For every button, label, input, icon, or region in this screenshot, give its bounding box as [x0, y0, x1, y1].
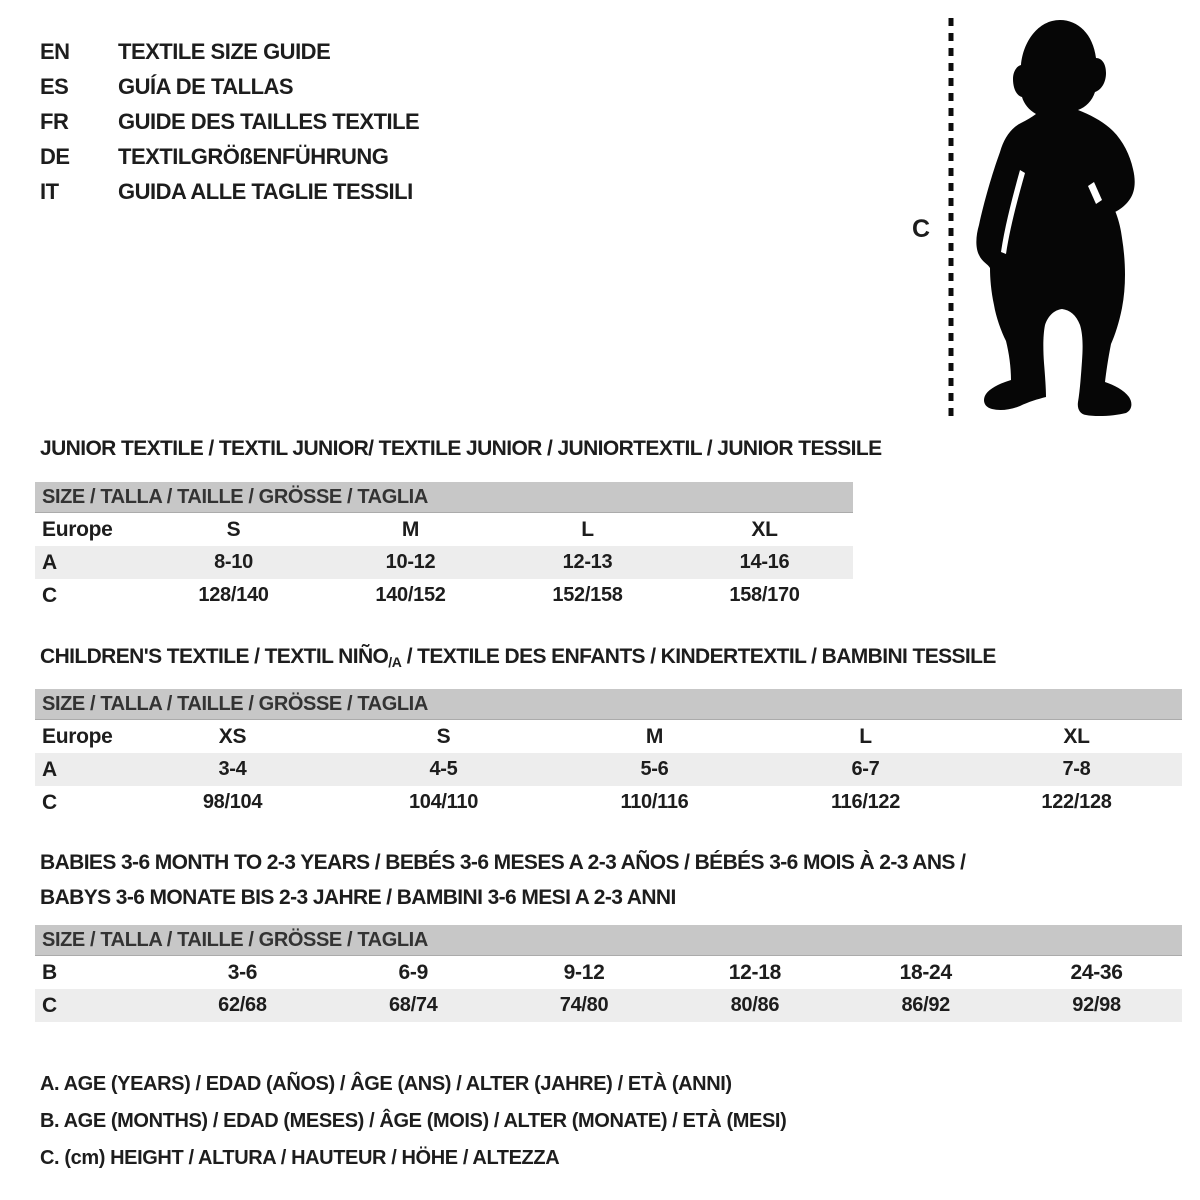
legend-line: C. (cm) HEIGHT / ALTURA / HAUTEUR / HÖHE / ALTEZZA [40, 1147, 560, 1169]
size-header-bar: SIZE / TALLA / TAILLE / GRÖSSE / TAGLIA [35, 689, 1182, 720]
table-cell: 4-5 [429, 758, 458, 780]
table-cell: 98/104 [202, 791, 263, 813]
babies-table-rows [35, 956, 1182, 1022]
table-cell: XS [218, 724, 247, 748]
children-table-rows [35, 720, 1182, 819]
table-cell: C [42, 993, 57, 1017]
size-header-bar: SIZE / TALLA / TAILLE / GRÖSSE / TAGLIA [35, 925, 1182, 956]
language-code: IT [40, 179, 59, 204]
height-dashed-line [946, 16, 956, 418]
section-title-babies-line2: BABYS 3-6 MONATE BIS 2-3 JAHRE / BAMBINI 3-6 MESI A 2-3 ANNI [40, 886, 676, 909]
language-row [40, 34, 419, 69]
table-cell: M [645, 724, 664, 748]
table-cell: B [42, 960, 57, 984]
legend-line: A. AGE (YEARS) / EDAD (AÑOS) / ÂGE (ANS) / ALTER (JAHRE) / ETÀ (ANNI) [40, 1073, 732, 1095]
table-cell: XL [1063, 724, 1090, 748]
table-cell: 158/170 [729, 584, 800, 606]
table-cell: A [42, 757, 57, 781]
table-row [35, 956, 1182, 989]
table-cell: 116/122 [830, 791, 901, 813]
language-row [40, 69, 419, 104]
table-cell: A [42, 550, 57, 574]
table-cell: C [42, 583, 57, 607]
table-cell: 86/92 [901, 994, 950, 1016]
language-guide-title: GUÍA DE TALLAS [118, 74, 294, 99]
table-cell: 7-8 [1062, 758, 1091, 780]
table-row [35, 546, 853, 579]
table-row [35, 989, 1182, 1022]
table-cell: 122/128 [1041, 791, 1112, 813]
table-cell: 62/68 [218, 994, 267, 1016]
language-code: DE [40, 144, 70, 169]
baby-silhouette-icon [970, 16, 1146, 420]
table-cell: 12-18 [728, 960, 781, 984]
language-guide-title: TEXTILGRÖßENFÜHRUNG [118, 144, 389, 169]
table-cell: 5-6 [640, 758, 669, 780]
language-guide-title: TEXTILE SIZE GUIDE [118, 39, 331, 64]
table-cell: L [859, 724, 872, 748]
language-title-list [40, 34, 419, 209]
table-cell: 18-24 [899, 960, 952, 984]
babies-size-table [35, 925, 1182, 1022]
section-title-junior [40, 437, 882, 461]
table-cell: 140/152 [375, 584, 446, 606]
table-cell: XL [751, 517, 778, 541]
table-cell: 9-12 [563, 960, 605, 984]
table-cell: 128/140 [198, 584, 269, 606]
table-row [35, 720, 1182, 753]
table-cell: M [401, 517, 420, 541]
table-cell: 92/98 [1072, 994, 1121, 1016]
table-cell: S [226, 517, 241, 541]
table-cell: 68/74 [388, 994, 438, 1016]
table-cell: 6-9 [398, 960, 428, 984]
table-cell: 24-36 [1070, 960, 1123, 984]
language-code: EN [40, 39, 70, 64]
table-row [35, 786, 1182, 819]
table-row [35, 753, 1182, 786]
table-cell: 6-7 [851, 758, 880, 780]
legend-line: B. AGE (MONTHS) / EDAD (MESES) / ÂGE (MOIS) / ALTER (MONATE) / ETÀ (MESI) [40, 1110, 787, 1132]
language-row [40, 104, 419, 139]
table-cell: 12-13 [562, 551, 613, 573]
table-cell: 8-10 [214, 551, 253, 573]
table-cell: 152/158 [552, 584, 623, 606]
table-cell: 3-6 [227, 960, 258, 984]
section-title-children-text: CHILDREN'S TEXTILE / TEXTIL NIÑO [40, 645, 389, 668]
table-cell: 10-12 [385, 551, 436, 573]
size-header-bar: SIZE / TALLA / TAILLE / GRÖSSE / TAGLIA [35, 482, 853, 513]
section-title-children-subscript: /A [388, 654, 402, 670]
junior-table-rows [35, 513, 853, 612]
height-measure-label: C [912, 215, 930, 243]
table-cell: 14-16 [739, 551, 790, 573]
section-title-children-text-cont: / TEXTILE DES ENFANTS / KINDERTEXTIL / BAMBINI TESSILE [401, 645, 996, 668]
language-guide-title: GUIDA ALLE TAGLIE TESSILI [118, 179, 413, 204]
measurement-legend [40, 1066, 786, 1177]
section-title-babies-line1: BABIES 3-6 MONTH TO 2-3 YEARS / BEBÉS 3-6 MESES A 2-3 AÑOS / BÉBÉS 3-6 MOIS À 2-3 ANS / [40, 851, 966, 874]
section-title-babies [40, 845, 965, 915]
table-cell: L [581, 517, 594, 541]
section-title-children [40, 645, 996, 669]
table-cell: 3-4 [218, 758, 247, 780]
language-code: ES [40, 74, 69, 99]
language-guide-title: GUIDE DES TAILLES TEXTILE [118, 109, 420, 134]
table-cell: 74/80 [559, 994, 609, 1016]
language-row [40, 139, 419, 174]
table-cell: Europe [42, 517, 113, 541]
height-figure [890, 10, 1170, 425]
junior-size-table [35, 482, 853, 612]
children-size-table [35, 689, 1182, 819]
language-code: FR [40, 109, 69, 134]
table-cell: C [42, 790, 57, 814]
table-row [35, 579, 853, 612]
table-cell: 110/116 [620, 791, 689, 813]
table-cell: 104/110 [408, 791, 479, 813]
table-cell: Europe [42, 724, 113, 748]
section-title-junior-text: JUNIOR TEXTILE / TEXTIL JUNIOR/ TEXTILE JUNIOR / JUNIORTEXTIL / JUNIOR TESSILE [40, 437, 882, 460]
language-row [40, 174, 419, 209]
table-row [35, 513, 853, 546]
table-cell: S [436, 724, 451, 748]
table-cell: 80/86 [730, 994, 780, 1016]
